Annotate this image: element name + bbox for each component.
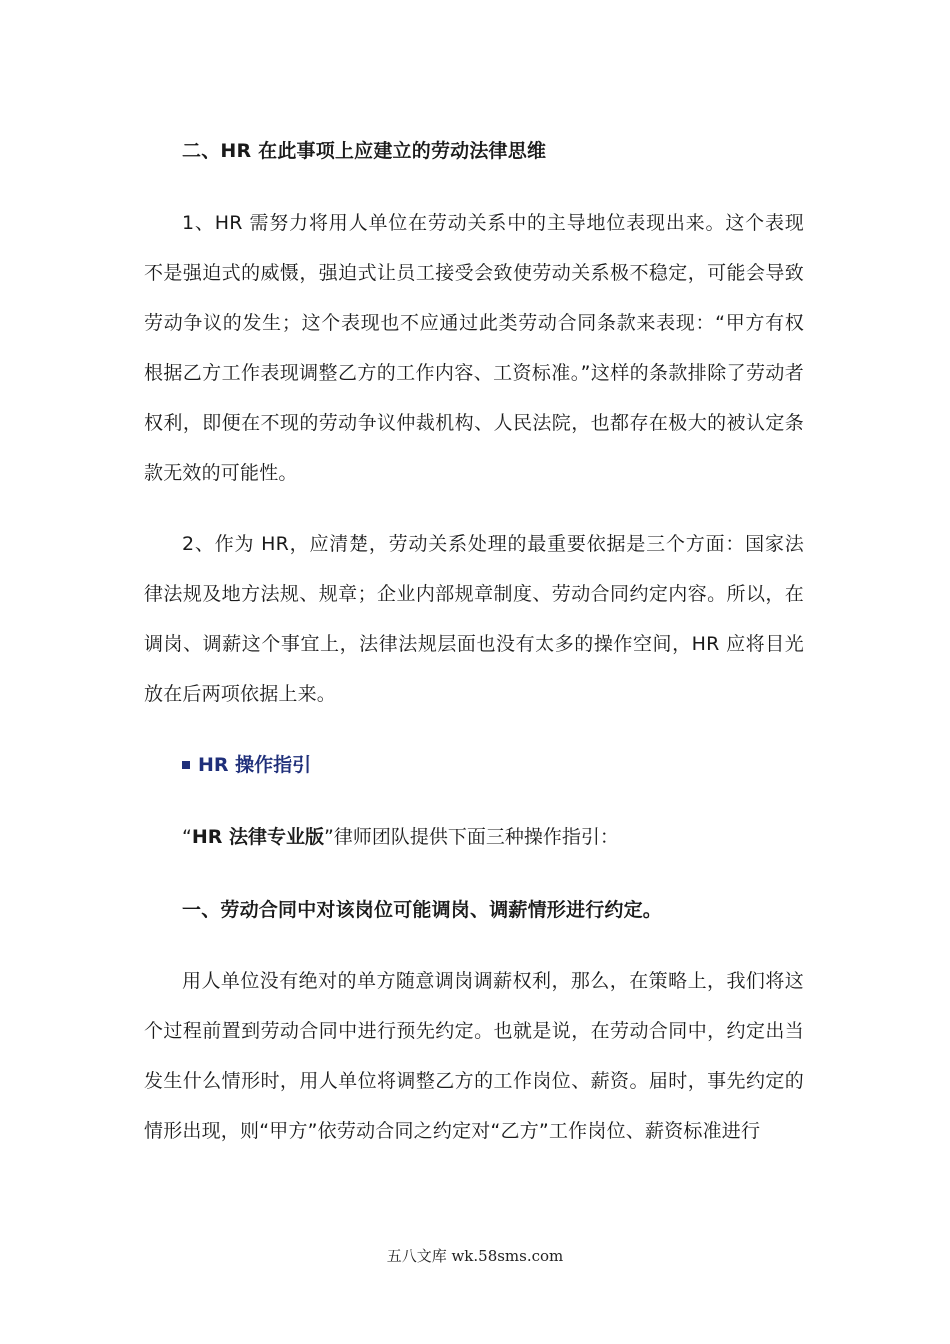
- section-two-heading: 二、HR 在此事项上应建立的劳动法律思维: [182, 140, 547, 162]
- section-one-paragraph-block: [144, 956, 804, 1156]
- guide-intro-bold: HR 法律专业版: [191, 826, 324, 848]
- guide-title-text: HR 操作指引: [198, 754, 312, 776]
- section-two-paragraph-1-block: [144, 198, 804, 498]
- guide-intro-prefix: “: [182, 826, 192, 848]
- guide-intro-suffix: ”律师团队提供下面三种操作指引：: [324, 826, 619, 848]
- guide-intro: [182, 822, 619, 852]
- section-two-paragraph-2-block: [144, 519, 804, 719]
- guide-title: [182, 750, 311, 780]
- section-two-paragraph-1: 1、HR 需努力将用人单位在劳动关系中的主导地位表现出来。这个表现不是强迫式的威慑，强迫式让员工接受会致使劳动关系极不稳定，可能会导致劳动争议的发生；这个表现也不应通过此类劳动合同条款来表现：“甲方有权根据乙方工作表现调整乙方的工作内容、工资标准。”这样的条款排除了劳动者权利，即便在不现的劳动争议仲裁机构、人民法院，也都存在极大的被认定条款无效的可能性。: [144, 212, 804, 484]
- section-two-paragraph-2: 2、作为 HR，应清楚，劳动关系处理的最重要依据是三个方面：国家法律法规及地方法规、规章；企业内部规章制度、劳动合同约定内容。所以，在调岗、调薪这个事宜上，法律法规层面也没有太多的操作空间，HR 应将目光放在后两项依据上来。: [144, 533, 804, 705]
- section-one-heading: 一、劳动合同中对该岗位可能调岗、调薪情形进行约定。: [182, 899, 663, 921]
- square-bullet-icon: [182, 761, 190, 769]
- footer-watermark: 五八文库 wk.58sms.com: [386, 1247, 564, 1265]
- section-one-paragraph: 用人单位没有绝对的单方随意调岗调薪权利，那么，在策略上，我们将这个过程前置到劳动合同中进行预先约定。也就是说，在劳动合同中，约定出当发生什么情形时，用人单位将调整乙方的工作岗位、薪资。届时，事先约定的情形出现，则“甲方”依劳动合同之约定对“乙方”工作岗位、薪资标准进行: [144, 970, 804, 1142]
